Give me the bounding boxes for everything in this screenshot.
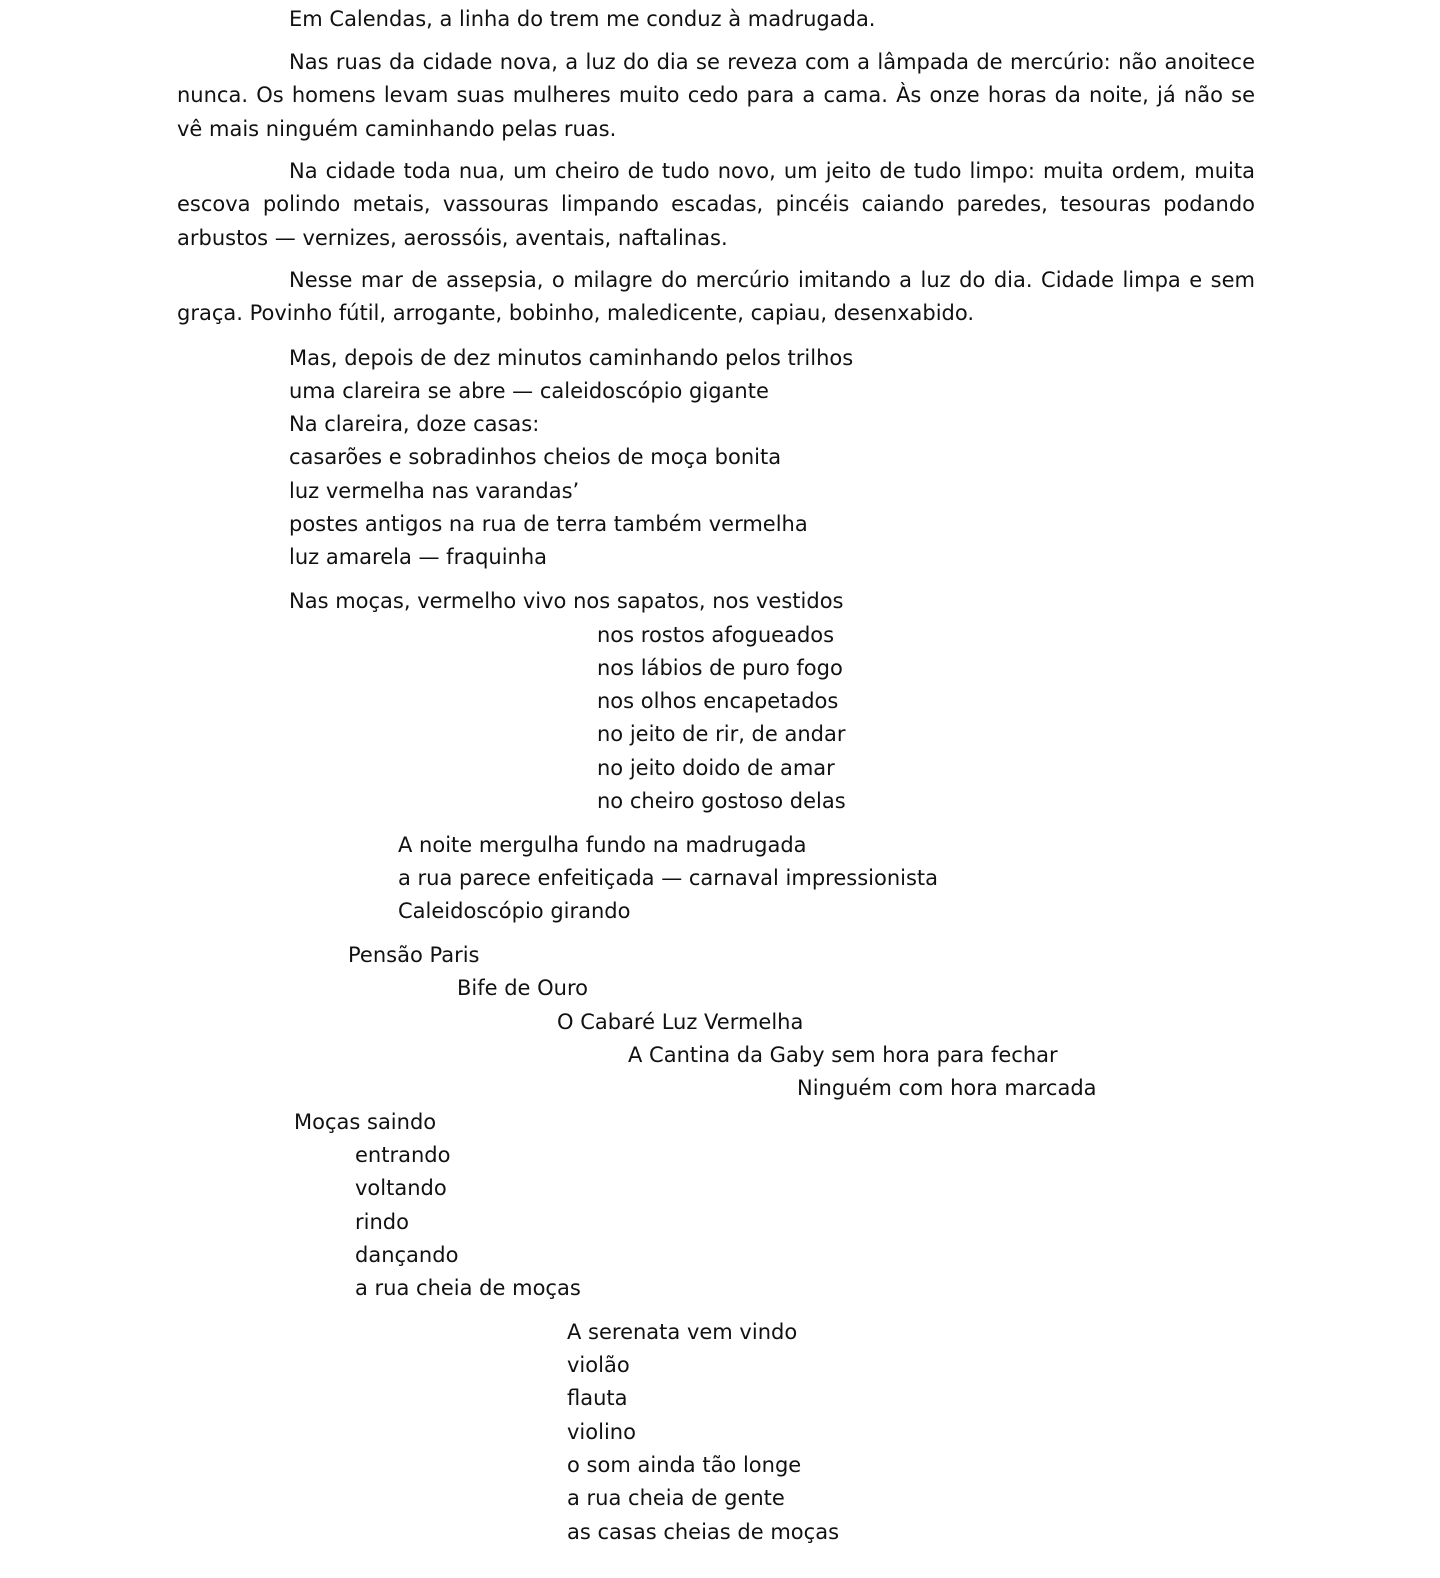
verse-line: no jeito de rir, de andar <box>597 722 846 746</box>
verse-line: A noite mergulha fundo na madrugada <box>398 833 807 857</box>
verse-line: voltando <box>355 1176 447 1200</box>
verse-line: no jeito doido de amar <box>597 756 835 780</box>
verse-line: Nas moças, vermelho vivo nos sapatos, nos vestidos <box>289 589 844 613</box>
verse-line: violino <box>567 1420 636 1444</box>
verse-line: a rua cheia de gente <box>567 1486 785 1510</box>
verse-line: nos rostos afogueados <box>597 623 835 647</box>
verse-line: dançando <box>355 1243 459 1267</box>
verse-line: luz vermelha nas varandas’ <box>289 479 580 503</box>
verse-line: flauta <box>567 1386 628 1410</box>
verse-line: Ninguém com hora marcada <box>797 1076 1097 1100</box>
prose-paragraph-2: Nas ruas da cidade nova, a luz do dia se reveza com a lâmpada de mercúrio: não anoitece nunca. Os homens levam suas mulheres muito cedo para a cama. Às onze horas da noite, já não se vê mais ninguém caminhando pelas ruas. <box>177 50 1255 141</box>
verse-line: rindo <box>355 1210 409 1234</box>
verse-line: nos lábios de puro fogo <box>597 656 843 680</box>
verse-line: as casas cheias de moças <box>567 1520 840 1544</box>
verse-line: Bife de Ouro <box>457 976 589 1000</box>
verse-line: Pensão Paris <box>348 943 480 967</box>
verse-line: nos olhos encapetados <box>597 689 839 713</box>
prose-paragraph-4: Nesse mar de assepsia, o milagre do mercúrio imitando a luz do dia. Cidade limpa e sem graça. Povinho fútil, arrogante, bobinho, maledicente, capiau, desenxabido. <box>177 268 1255 326</box>
verse-line: Caleidoscópio girando <box>398 899 631 923</box>
verse-line: entrando <box>355 1143 451 1167</box>
verse-line: Na clareira, doze casas: <box>289 412 540 436</box>
prose-paragraph-1: Em Calendas, a linha do trem me conduz à madrugada. <box>289 7 876 31</box>
verse-line: O Cabaré Luz Vermelha <box>557 1010 804 1034</box>
verse-line: postes antigos na rua de terra também vermelha <box>289 512 808 536</box>
verse-line: luz amarela — fraquinha <box>289 545 548 569</box>
verse-line: o som ainda tão longe <box>567 1453 802 1477</box>
verse-line: a rua parece enfeitiçada — carnaval impressionista <box>398 866 939 890</box>
prose-paragraph-3: Na cidade toda nua, um cheiro de tudo novo, um jeito de tudo limpo: muita ordem, muita escova polindo metais, vassouras limpando escadas, pincéis caiando paredes, tesouras podando arbustos — vernizes, aerossóis, aventais, naftalinas. <box>177 159 1255 250</box>
verse-line: casarões e sobradinhos cheios de moça bonita <box>289 445 782 469</box>
verse-line: Moças saindo <box>294 1110 437 1134</box>
verse-line: Mas, depois de dez minutos caminhando pelos trilhos <box>289 346 854 370</box>
verse-line: A serenata vem vindo <box>567 1320 798 1344</box>
verse-line: A Cantina da Gaby sem hora para fechar <box>628 1043 1058 1067</box>
verse-line: no cheiro gostoso delas <box>597 789 846 813</box>
verse-line: uma clareira se abre — caleidoscópio gigante <box>289 379 769 403</box>
verse-line: violão <box>567 1353 630 1377</box>
verse-line: a rua cheia de moças <box>355 1276 581 1300</box>
